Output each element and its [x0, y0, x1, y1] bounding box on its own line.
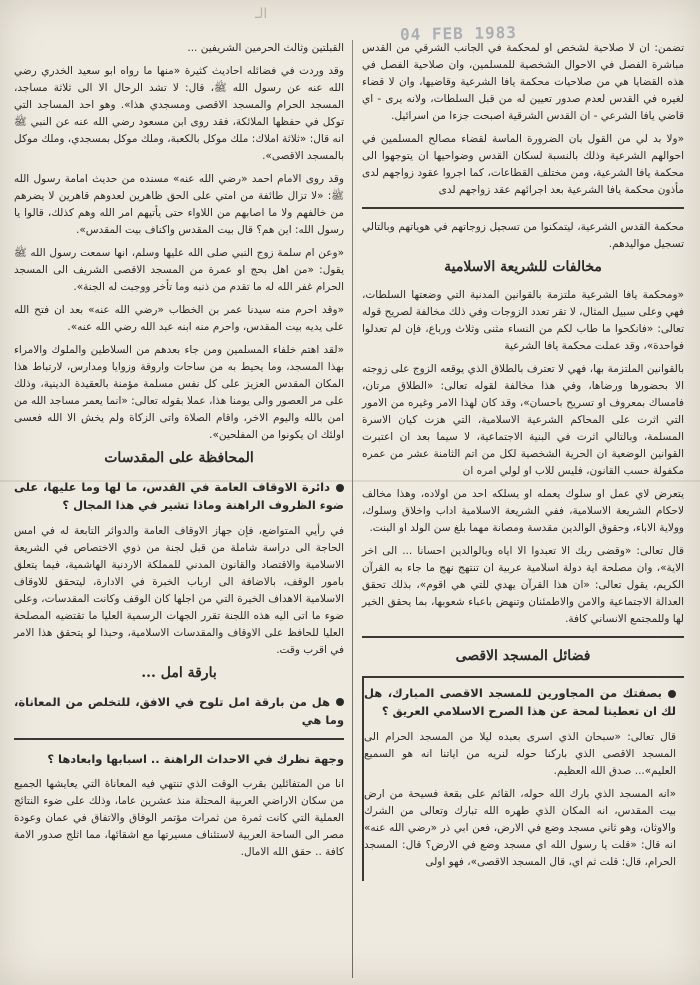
left-column — [14, 40, 344, 867]
section-heading: مخالفات للشريعة الاسلامية — [444, 259, 602, 275]
paragraph: يتعرض لاي عمل او سلوك يعمله او يسلكه احد من اولاده، وهذا مخالف لاحكام الشريعة الاسلامية، ففي الشريعة الاسلامية اداب واخلاق وسلوك، وولاية الاباء، وحقوق الوالدين مقدسة ومصانة مهما بلغ سن الولد او البنت. — [362, 488, 684, 534]
paragraph: «وعن ام سلمة زوج النبي صلى الله عليها وسلم، انها سمعت رسول الله ﷺ يقول: «من اهل بحج او عمرة من المسجد الاقصى الشريف الى المسجد الحرام غفر الله له ما تقدم من ذنبه وما تأخر ووجبت له الجنة». — [14, 247, 344, 293]
section-heading: فضائل المسجد الاقصى — [455, 648, 591, 664]
right-column — [362, 40, 684, 881]
section-rule — [362, 207, 684, 209]
paragraph: «لقد اهتم خلفاء المسلمين ومن جاء بعدهم من السلاطين والملوك والامراء بهذا المسجد، وما يحيط به من ساحات واروقة وزوايا ومدارس، لارتباط هذا المكان المقدس العزيز على كل نفس مسلمة مؤمنة بالعقيدة الدينية، وذلك على مر العصور والى يومنا هذا، عملا بقوله تعالى: «انما يعمر مساجد الله من امن بالله واليوم الاخر، واقام الصلاة واتى الزكاة ولم يخش الا الله فعسى اولئك ان يكونوا من المفلحين». — [14, 344, 344, 441]
date-stamp: 04 FEB 1983 — [399, 22, 518, 45]
paragraph: قال تعالى: «سبحان الذي اسرى بعبده ليلا من المسجد الحرام الى المسجد الاقصى الذي باركنا حوله لنريه من اياتنا انه هو السميع العليم»... صدق الله العظيم. — [364, 730, 676, 777]
paragraph: في رأيي المتواضع، فإن جهاز الاوقاف العامة والدوائر التابعة له في امس الحاجة الى دراسة شاملة من قبل لجنة من ذوي الاختصاص في الشريعة الاسلامية والاقتصاد والقانون المدني للمملكة الاردنية الهاشمية، فيما يتعلق بامور الوقف، بالاضافة الى ارباب الخبرة في الادارة، ليتحقق للاوقاف الاسلامية الاهداف الخيرة التي من اجلها كان الوقف وكانت المقدسات، وعلى ضوء ما اتى اليه هذه اللجنة تقرر الجهات الرسمية العليا ما تقتضيه المصلحة العليا للحافظ على الاوقاف والمقدسات الاسلامية، وحبذا لو يتحقق هذا الامر في اقرب وقت. — [14, 524, 344, 656]
paragraph: بالقوانين الملتزمة بها، فهي لا تعترف بالطلاق الذي يوقعه الزوج على زوجته الا بحضورها ورضاها، وفي هذا مخالفة لقوله تعالى: «الطلاق مرتان، فامساك بمعروف او تسريح باحسان»، وقد كان لهذا الامر وغيره من الامور التي اثرت على المحاكم الشرعية الاسلامية، التي هزت كيان الاسرة المسلمة، وبالتالي اثرت في البنية الاجتماعية، لا سيما بعد ان اعتبرت القوانين الوضعية ان الحرية الشخصية لكل من اتم الثامنة عشر من عمره مكفولة حسب القانون، فليس للاب او لولي امره ان — [362, 363, 684, 477]
paragraph: وقد وردت في فضائله احاديث كثيرة «منها ما رواه ابو سعيد الخدري رضي الله عنه عن رسول الله ﷺ، قال: لا تشد الرحال الا الى ثلاثة مساجد، المسجد الحرام والمسجد الاقصى ومسجدي هذا». وهو احد المساجد التي توكل في حفظها الملائكة، فقد روى ابن مسعود رضي الله عنه عن النبي ﷺ انه قال: «ثلاثة املاك: ملك موكل بالكعبة، وملك موكل بمسجدي، وملك موكل بالمسجد الاقصى». — [14, 65, 344, 162]
paragraph: «وقد احرم منه سيدنا عمر بن الخطاب «رضي الله عنه» بعد ان فتح الله على يديه بيت المقدس، واحرم منه ابنه عبد الله رضي الله عنه». — [14, 304, 344, 333]
question-text: بصفتك من المجاورين للمسجد الاقصى المبارك، هل لك ان تعطينا لمحة عن هذا الصرح الاسلامي العريق ؟ — [364, 686, 676, 719]
paragraph: «انه المسجد الذي بارك الله حوله، القائم على بقعة فسيحة من ارض بيت المقدس، انه المكان الذي طهره الله تبارك وتعالى من الشرك والاوثان، وهو ثاني مسجد وضع في الارض، فعن ابي ذر «رضي الله عنه» انه قال: «قلت يا رسول الله اي مسجد وضع في الارض؟ قال: المسجد الحرام، قال: قلت ثم اي، قال المسجد الاقصى»، فهو اولى — [364, 787, 676, 868]
interview-question: وجهة نظرك في الاحداث الراهنة .. اسبابها وابعادها ؟ — [47, 751, 344, 766]
question-text: دائرة الاوقاف العامة في القدس، ما لها وما عليها، على ضوء الظروف الراهنة وماذا تشير في هذا المجال ؟ — [14, 480, 344, 513]
bullet-icon — [336, 698, 344, 706]
question-box — [362, 676, 684, 881]
section-heading: بارقة امل ... — [141, 664, 217, 681]
paragraph: محكمة القدس الشرعية، ليتمكنوا من تسجيل زوجاتهم في هوياتهم وبالتالي تسجيل مواليدهم. — [362, 221, 684, 250]
column-divider — [352, 40, 353, 978]
bullet-icon — [336, 484, 344, 492]
paragraph: وقد روى الامام احمد «رضي الله عنه» مسنده من حديث امامة رسول الله ﷺ: «لا تزال طائفة من امتي على الحق ظاهرين لعدوهم قاهرين لا يضرهم من خالفهم ولا ما اصابهم من اللاواء حتى يأتيهم امر الله وهم كذلك، قالوا يا رسول الله: اين هم؟ قال بيت المقدس واكناف بيت المقدس». — [14, 173, 344, 236]
interview-question — [14, 693, 344, 730]
section-rule — [362, 636, 684, 638]
question-text: هل من بارقة امل تلوح في الافق، للتخلص من المعاناة، وما هي — [14, 694, 344, 728]
section-heading: المحافظة على المقدسات — [104, 450, 254, 466]
paragraph: انا من المتفائلين بقرب الوقت الذي تنتهي فيه المعاناة التي يعايشها الجميع من سكان الاراضي العربية المحتلة منذ عشرين عاما، وذلك على ضوء النتائج العملية التي كانت ثمرة من ثمرات مؤتمر الوفاق والاتفاق في عمان وعودة مصر الى الساحة العربية لاستئناف مسيرتها مع اشقائها، مما اثلج صدور الامة كافة .. حقق الله الامال. — [14, 777, 344, 858]
section-rule — [14, 738, 344, 740]
paragraph: تضمن: ان لا صلاحية لشخص او لمحكمة في الجانب الشرقي من القدس مباشرة الفصل في الاحوال الشخصية للمسلمين، وان صلاحية الفصل في هذه القضايا هي من صلاحيات محكمة يافا الشرعية وقاضيها، وان لا قضاء لغيره في القدس لعدم صدور تعيين له من قبل السلطات، ولانه يرى - اي قاضي يافا الشرعي - ان القدس الشرقية اصبحت جزءا من اسرائيل. — [362, 42, 684, 122]
interview-question — [14, 478, 344, 515]
paragraph: «ولا بد لي من القول بان الضرورة الماسة لقضاء مصالح المسلمين في احوالهم الشرعية وذلك بالنسبة لسكان القدس وضواحيها ان يتوجهوا الى محكمة يافا الشرعية، ومن مختلف القطاعات، كما اجروا عقود زواجهم لدى مأذون محكمة يافا الشرعية بعد اجرائهم عقد زواجهم لدى — [362, 133, 684, 196]
interview-question — [364, 684, 676, 721]
paragraph: «ومحكمة يافا الشرعية ملتزمة بالقوانين المدنية التي وضعتها السلطات، فهي وعلى سبيل المثال، لا تقر تعدد الزوجات وفي ذلك مخالفة لصريح قوله تعالى: «فانكحوا ما طاب لكم من النساء مثنى وثلاث ورباع، فإن لم تعدلوا فواحدة»، وقد عملت محكمة يافا الشرعية — [361, 289, 684, 352]
bullet-icon — [668, 690, 676, 698]
top-mark: الـ — [255, 6, 268, 22]
paragraph: القبلتين وثالث الحرمين الشريفين ... — [187, 42, 344, 54]
paragraph: قال تعالى: «وقضى ربك الا تعبدوا الا اياه وبالوالدين احسانا ... الى اخر الاية»، وان مصلحة اية دولة اسلامية عربية ان تنتهج نهج ما جاء به القرآن الكريم، يقول تعالى: «ان هذا القرآن يهدي للتي هي اقوم»، بذلك تحقق العدالة الاجتماعية والامن والاطمئنان وتنهض باعباء شعوبها، بما يحقق الخير لها وللمجتمع الانساني كافة. — [362, 545, 684, 625]
